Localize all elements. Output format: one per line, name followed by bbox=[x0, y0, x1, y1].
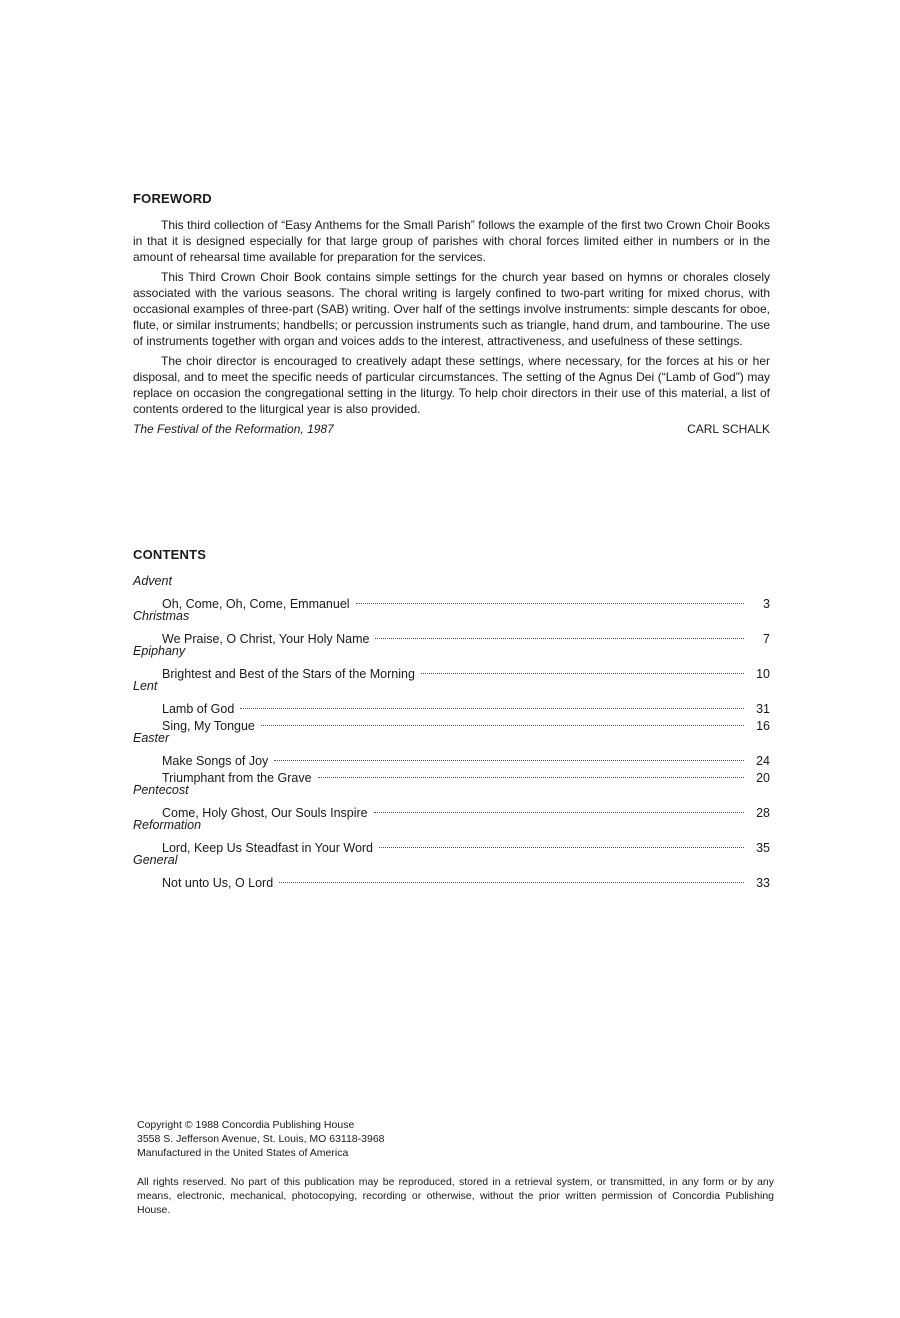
toc-entry-title: Come, Holy Ghost, Our Souls Inspire bbox=[162, 806, 368, 820]
toc-dot-leader bbox=[261, 708, 744, 726]
toc-entry-title: Lamb of God bbox=[162, 702, 235, 716]
toc-entry[interactable] bbox=[133, 799, 770, 820]
toc-entry-page: 16 bbox=[756, 719, 770, 733]
toc-dot-leader bbox=[274, 743, 744, 761]
toc-entry-page: 35 bbox=[756, 841, 770, 855]
toc-section-pentecost bbox=[133, 782, 770, 820]
toc-season: Christmas bbox=[133, 609, 190, 623]
copyright-block bbox=[137, 1118, 777, 1160]
toc-season: Reformation bbox=[133, 818, 202, 832]
toc-season: General bbox=[133, 853, 178, 867]
toc-dot-leader bbox=[318, 760, 744, 778]
toc-section-lent bbox=[133, 678, 770, 733]
foreword-date: The Festival of the Reformation, 1987 bbox=[133, 422, 334, 436]
toc-season: Advent bbox=[133, 574, 172, 588]
table-of-contents bbox=[133, 573, 770, 890]
toc-section-epiphany bbox=[133, 643, 770, 681]
copyright-line: Copyright © 1988 Concordia Publishing House bbox=[137, 1119, 355, 1131]
toc-dot-leader bbox=[374, 795, 744, 813]
foreword-author: CARL SCHALK bbox=[687, 422, 770, 436]
manufactured-line: Manufactured in the United States of America bbox=[137, 1147, 349, 1159]
toc-section-reformation bbox=[133, 817, 770, 855]
toc-season: Epiphany bbox=[133, 644, 186, 658]
foreword-paragraph: This third collection of “Easy Anthems for the Small Parish” follows the example of the first two Crown Choir Books in that it is designed especially for that large group of parishes with choral forces limited either in numbers or in the amount of rehearsal time available for preparation for the services. bbox=[133, 218, 770, 264]
toc-season: Easter bbox=[133, 731, 170, 745]
toc-entry-title: Brightest and Best of the Stars of the Morning bbox=[162, 667, 415, 681]
toc-dot-leader bbox=[279, 865, 744, 883]
toc-entry-page: 10 bbox=[756, 667, 770, 681]
toc-entry-page: 3 bbox=[763, 597, 770, 611]
toc-section-easter bbox=[133, 730, 770, 785]
toc-dot-leader bbox=[240, 691, 744, 709]
toc-entry-page: 7 bbox=[763, 632, 770, 646]
foreword-paragraph: This Third Crown Choir Book contains simple settings for the church year based on hymns or chorales closely associated with the various seasons. The choral writing is largely confined to two-part writing for mixed chorus, with occasional examples of three-part (SAB) writing. Over half of the settings involve instruments: simple descants for oboe, flute, or similar instruments; handbells; or percussion instruments such as triangle, hand drum, and tambourine. The use of instruments together with organ and voices adds to the interest, attractiveness, and usefulness of these settings. bbox=[133, 270, 770, 348]
toc-entry[interactable] bbox=[133, 660, 770, 681]
toc-section-general bbox=[133, 852, 770, 890]
toc-dot-leader bbox=[379, 830, 744, 848]
toc-entry-title: Triumphant from the Grave bbox=[162, 771, 312, 785]
toc-section-christmas bbox=[133, 608, 770, 646]
toc-entry[interactable] bbox=[133, 869, 770, 890]
toc-entry-title: Sing, My Tongue bbox=[162, 719, 255, 733]
foreword-body bbox=[133, 217, 770, 437]
foreword-paragraph: The choir director is encouraged to creatively adapt these settings, where necessary, for the forces at his or her disposal, and to meet the specific needs of particular circumstances. The setting of the Agnus Dei (“Lamb of God”) may replace on occasion the congregational setting in the liturgy. To help choir directors in their use of this material, a list of contents ordered to the liturgical year is also provided. bbox=[133, 354, 770, 416]
toc-entry-title: We Praise, O Christ, Your Holy Name bbox=[162, 632, 370, 646]
toc-dot-leader bbox=[421, 656, 744, 674]
toc-entry-page: 24 bbox=[756, 754, 770, 768]
toc-entry-page: 31 bbox=[756, 702, 770, 716]
toc-entry[interactable] bbox=[133, 834, 770, 855]
foreword-heading: FOREWORD bbox=[133, 191, 212, 206]
toc-entry[interactable] bbox=[133, 625, 770, 646]
toc-entry-title: Make Songs of Joy bbox=[162, 754, 269, 768]
toc-entry-page: 33 bbox=[756, 876, 770, 890]
contents-heading: CONTENTS bbox=[133, 547, 207, 562]
foreword-signature-line bbox=[133, 421, 770, 437]
toc-section-advent bbox=[133, 573, 770, 611]
toc-dot-leader bbox=[356, 586, 744, 604]
toc-dot-leader bbox=[375, 621, 744, 639]
toc-entry-page: 28 bbox=[756, 806, 770, 820]
rights-notice: All rights reserved. No part of this publication may be reproduced, stored in a retrieval system, or transmitted, in any form or by any means, electronic, mechanical, photocopying, recording or otherwise, without the prior written permission of Concordia Publishing House. bbox=[137, 1176, 774, 1216]
toc-entry-title: Not unto Us, O Lord bbox=[162, 876, 274, 890]
toc-entry-page: 20 bbox=[756, 771, 770, 785]
toc-entry[interactable] bbox=[133, 590, 770, 611]
publisher-address: 3558 S. Jefferson Avenue, St. Louis, MO 63118-3968 bbox=[137, 1133, 385, 1145]
toc-season: Lent bbox=[133, 679, 158, 693]
toc-entry-title: Lord, Keep Us Steadfast in Your Word bbox=[162, 841, 374, 855]
toc-season: Pentecost bbox=[133, 783, 189, 797]
toc-entry-title: Oh, Come, Oh, Come, Emmanuel bbox=[162, 597, 350, 611]
